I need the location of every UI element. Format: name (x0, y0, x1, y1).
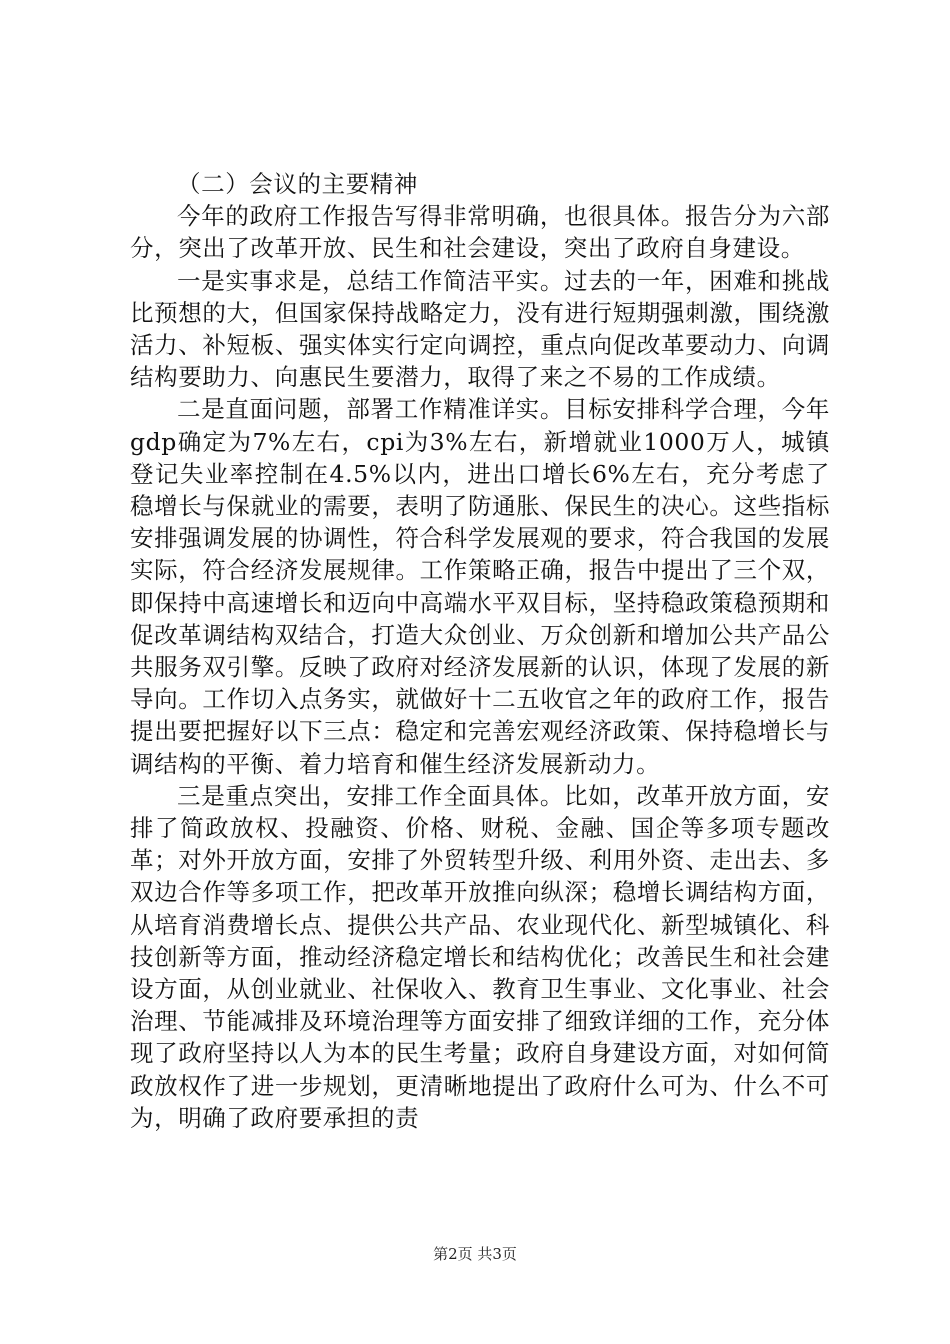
paragraph-point-two: 二是直面问题，部署工作精准详实。目标安排科学合理，今年gdp确定为7%左右，cpi为3%左右，新增就业1000万人，城镇登记失业率控制在4.5%以内，进出口增长6%左右，充分考虑了稳增长与保就业的需要，表明了防通胀、保民生的决心。这些指标安排强调发展的协调性，符合科学发展观的要求，符合我国的发展实际，符合经济发展规律。工作策略正确，报告中提出了三个双，即保持中高速增长和迈向中高端水平双目标，坚持稳政策稳预期和促改革调结构双结合，打造大众创业、万众创新和增加公共产品公共服务双引擎。反映了政府对经济发展新的认识，体现了发展的新导向。工作切入点务实，就做好十二五收官之年的政府工作，报告提出要把握好以下三点：稳定和完善宏观经济政策、保持稳增长与调结构的平衡、着力培育和催生经济发展新动力。 (130, 395, 830, 778)
page-total: 共3页 (477, 1245, 517, 1263)
paragraph-point-three: 三是重点突出，安排工作全面具体。比如，改革开放方面，安排了简政放权、投融资、价格、财税、金融、国企等多项专题改革；对外开放方面，安排了外贸转型升级、利用外资、走出去、多双边合作等多项工作，把改革开放推向纵深；稳增长调结构方面，从培育消费增长点、提供公共产品、农业现代化、新型城镇化、科技创新等方面，推动经济稳定增长和结构优化；改善民生和社会建设方面，从创业就业、社保收入、教育卫生事业、文化事业、社会治理、节能减排及环境治理等方面安排了细致详细的工作，充分体现了政府坚持以人为本的民生考量；政府自身建设方面，对如何简政放权作了进一步规划，更清晰地提出了政府什么可为、什么不可为，明确了政府要承担的责 (130, 781, 830, 1132)
paragraph-point-one: 一是实事求是，总结工作简洁平实。过去的一年，困难和挑战比预想的大，但国家保持战略定力，没有进行短期强刺激，围绕激活力、补短板、强实体实行定向调控，重点向促改革要动力、向调结构要助力、向惠民生要潜力，取得了来之不易的工作成绩。 (130, 266, 830, 392)
section-heading: （二）会议的主要精神 (177, 170, 418, 198)
paragraph-intro: 今年的政府工作报告写得非常明确，也很具体。报告分为六部分，突出了改革开放、民生和社会建设，突出了政府自身建设。 (130, 202, 830, 263)
document-body (130, 168, 830, 1134)
page-footer (0, 1244, 950, 1264)
page-number: 第2页 (433, 1245, 473, 1263)
